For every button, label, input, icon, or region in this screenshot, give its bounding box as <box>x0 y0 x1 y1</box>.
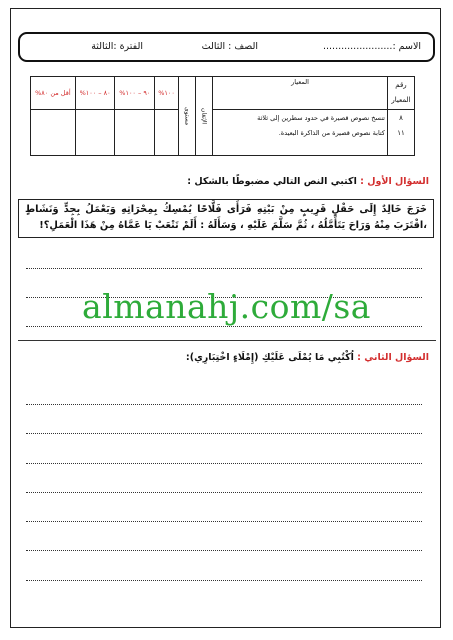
question-2-text: اُكْتُبِي مَا يُمْلَى عَلَيْكِ (إِمْلَاءٍ اخْتِبَارِي): <box>185 352 354 363</box>
criterion-text: كتابة نصوص قصيرة من الذاكرة البعيدة. <box>278 129 385 137</box>
score-cell <box>75 110 115 156</box>
question-1-label: السؤال الأول : <box>356 176 429 187</box>
mastery-header: الإتقان <box>196 77 213 156</box>
grade-label: الصف : الثالث <box>201 41 258 52</box>
question-1-text: اكتبي النص التالي مضبوطًا بالشكل : <box>187 176 357 187</box>
criterion-text: تنسخ نصوص قصيرة في حدود سطرين إلى ثلاثة <box>257 114 385 122</box>
score-cell <box>115 110 155 156</box>
question-2-label: السؤال الثاني : <box>353 352 429 363</box>
watermark: almanahj.com/sa <box>82 287 371 326</box>
answer-line[interactable] <box>26 433 422 434</box>
period-label: الفترة :الثالثة <box>91 41 143 52</box>
criteria-table <box>30 76 415 156</box>
criterion-numbers <box>388 110 415 156</box>
score-cell <box>155 110 179 156</box>
level-100: ١٠٠% <box>155 77 179 110</box>
question-1-title <box>187 176 429 187</box>
criterion-header: المعيار <box>213 77 388 110</box>
answer-line[interactable] <box>26 268 422 269</box>
criterion-texts <box>213 110 388 156</box>
level-90-100: ٩٠ – ١٠٠% <box>115 77 155 110</box>
criterion-number: ١١ <box>397 129 405 137</box>
score-cell <box>31 110 76 156</box>
level-below-80: أقل من ٨٠% <box>31 77 76 110</box>
section-divider <box>18 340 436 341</box>
answer-line[interactable] <box>26 326 422 327</box>
answer-line[interactable] <box>26 492 422 493</box>
student-name-field: الاسم :....................... <box>322 41 421 52</box>
answer-line[interactable] <box>26 404 422 405</box>
answer-line[interactable] <box>26 521 422 522</box>
answer-line[interactable] <box>26 580 422 581</box>
answer-line[interactable] <box>26 550 422 551</box>
criterion-number-header: رقم المعيار <box>388 77 415 110</box>
criterion-number: ٨ <box>399 114 403 122</box>
level-header: مستوى <box>179 77 196 156</box>
copy-passage: خَرَجَ خَالِدٌ إِلَى حَقْلٍ قَرِيبٍ مِنْ بَيْتِهِ فَرَأَى فَلَّاحًا يُمْسِكُ بِمِحْرَاثِهِ وَيَعْمَلُ بِجِدٍّ وَنَشَاطٍ ،اقْتَرَبَ مِنْهُ وَرَاحَ يَتَأَمَّلُهُ ، ثُمَّ سَلَّمَ عَلَيْهِ ، وَسَأَلَهُ : أَلَمْ تَتْعَبْ يَا عَمَّاهُ مِنْ هَذَا الْعَمَلِ؟! <box>18 199 434 238</box>
level-80-100: ٨٠ – ١٠٠% <box>75 77 115 110</box>
question-2-title <box>186 352 429 363</box>
answer-line[interactable] <box>26 463 422 464</box>
student-info-header <box>18 32 435 62</box>
